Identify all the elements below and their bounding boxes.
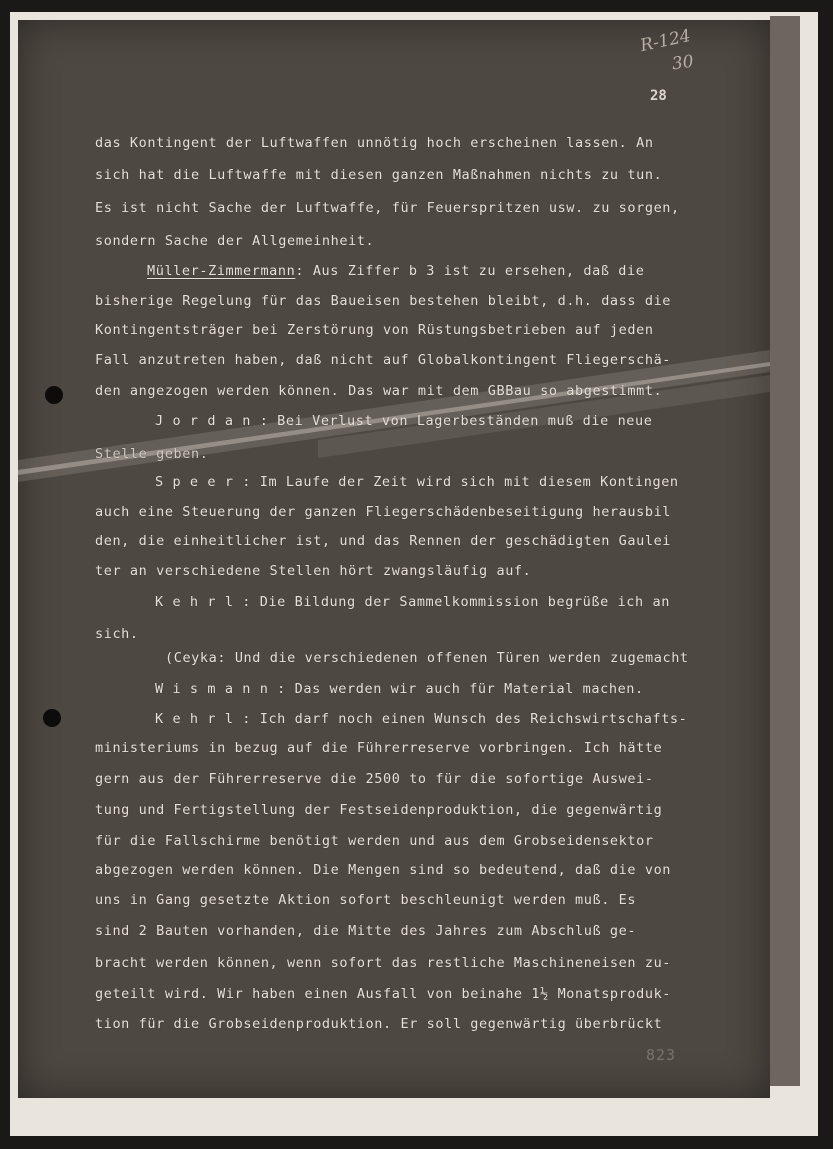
text-line: gern aus der Führerreserve die 2500 to für die sofortige Auswei-	[95, 771, 654, 787]
punch-hole-bottom	[43, 709, 61, 727]
text-line	[147, 263, 644, 279]
speaker-name: Müller-Zimmermann	[147, 263, 296, 279]
speaker-text: : Aus Ziffer b 3 ist zu ersehen, daß die	[295, 263, 645, 279]
punch-hole-top	[45, 386, 63, 404]
back-sheet-edge	[770, 16, 800, 1086]
text-line: geteilt wird. Wir haben einen Ausfall von beinahe 1½ Monatsproduk-	[95, 986, 672, 1002]
text-line: den angezogen werden können. Das war mit dem GBBau so abgestimmt.	[95, 383, 663, 399]
text-line: das Kontingent der Luftwaffen unnötig hoch erscheinen lassen. An	[95, 135, 654, 151]
text-line: ter an verschiedene Stellen hört zwangsläufig auf.	[95, 563, 532, 579]
text-line: abgezogen werden können. Die Mengen sind so bedeutend, daß die von	[95, 862, 672, 878]
text-line: uns in Gang gesetzte Aktion sofort beschleunigt werden muß. Es	[95, 892, 637, 908]
text-line: Fall anzutreten haben, daß nicht auf Globalkontingent Fliegerschä-	[95, 352, 672, 368]
archive-stamp-number: 823	[646, 1046, 677, 1064]
text-line: sich hat die Luftwaffe mit diesen ganzen Maßnahmen nichts zu tun.	[95, 167, 663, 183]
text-line: sondern Sache der Allgemeinheit.	[95, 233, 375, 249]
text-line: Stelle geben.	[95, 446, 209, 462]
text-line: den, die einheitlicher ist, und das Rennen der geschädigten Gaulei	[95, 533, 672, 549]
text-line: sind 2 Bauten vorhanden, die Mitte des Jahres zum Abschluß ge-	[95, 923, 637, 939]
text-line: sich.	[95, 626, 139, 642]
text-line: W i s m a n n : Das werden wir auch für Material machen.	[155, 681, 644, 697]
text-line: S p e e r : Im Laufe der Zeit wird sich mit diesem Kontingen	[155, 474, 679, 490]
page-number: 28	[650, 88, 667, 104]
text-line: Es ist nicht Sache der Luftwaffe, für Feuerspritzen usw. zu sorgen,	[95, 200, 680, 216]
text-line: bisherige Regelung für das Baueisen bestehen bleibt, d.h. dass die	[95, 293, 672, 309]
text-line: Kontingentsträger bei Zerstörung von Rüstungsbetrieben auf jeden	[95, 322, 654, 338]
annotation-line-2: 30	[670, 51, 695, 75]
text-line: tung und Fertigstellung der Festseidenproduktion, die gegenwärtig	[95, 802, 663, 818]
annotation-line-1: R-124	[638, 25, 693, 57]
text-line: für die Fallschirme benötigt werden und aus dem Grobseidensektor	[95, 833, 654, 849]
text-line: auch eine Steuerung der ganzen Fliegerschädenbeseitigung herausbil	[95, 504, 672, 520]
text-line: K e h r l : Ich darf noch einen Wunsch des Reichswirtschafts-	[155, 711, 688, 727]
text-line: K e h r l : Die Bildung der Sammelkommission begrüße ich an	[155, 594, 670, 610]
text-line: (Ceyka: Und die verschiedenen offenen Türen werden zugemacht	[165, 650, 689, 666]
text-line: tion für die Grobseidenproduktion. Er soll gegenwärtig überbrückt	[95, 1016, 663, 1032]
text-line: ministeriums in bezug auf die Führerreserve vorbringen. Ich hätte	[95, 740, 663, 756]
text-line: J o r d a n : Bei Verlust von Lagerbeständen muß die neue	[155, 413, 653, 429]
handwritten-reference-sub	[671, 53, 695, 74]
text-line: bracht werden können, wenn sofort das restliche Maschineneisen zu-	[95, 955, 672, 971]
